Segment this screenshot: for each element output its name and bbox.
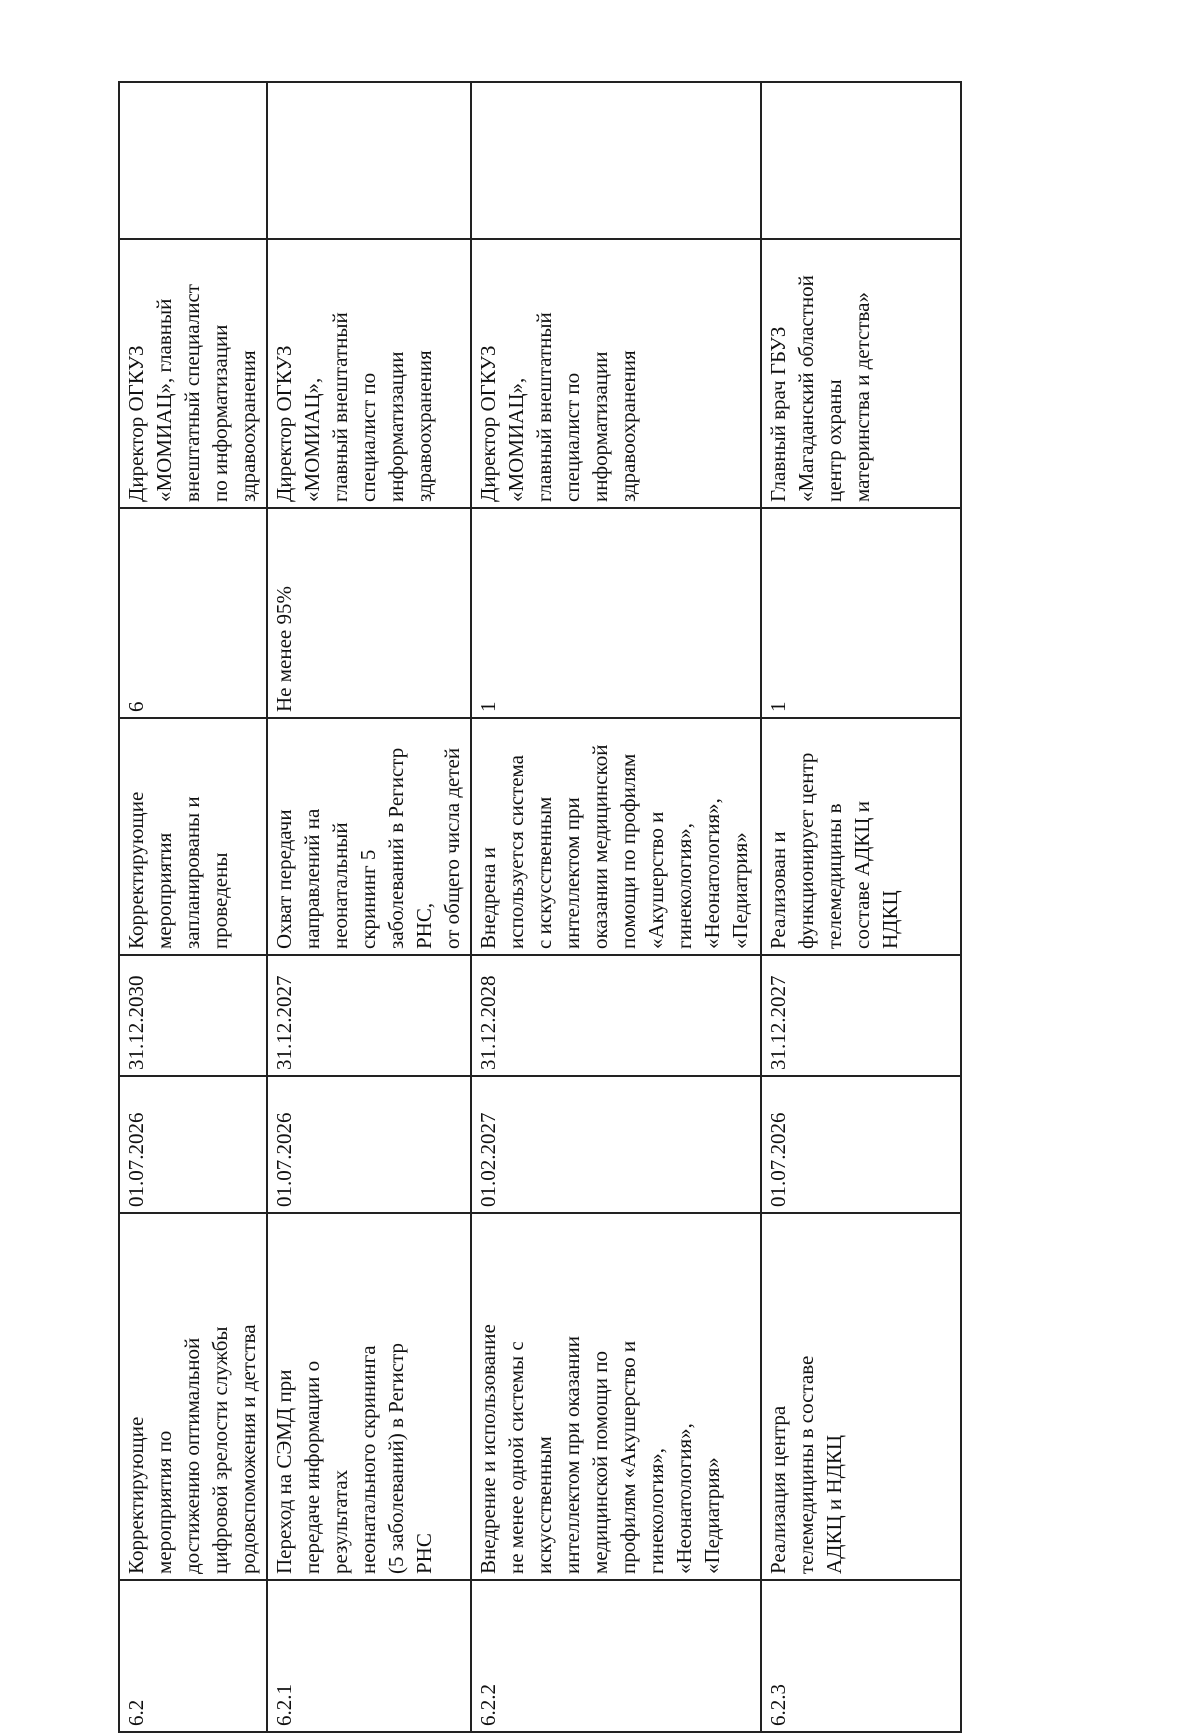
responsible-cell: Директор ОГКУЗ «МОМИАЦ», главный внештатный специалист по информатизации здравоохранения <box>267 239 471 508</box>
start-date-cell: 01.07.2026 <box>267 1076 471 1213</box>
empty-cell <box>267 82 471 239</box>
result-cell: Реализован и функционирует центр телемедицины в составе АДКЦ и НДКЦ <box>761 718 961 955</box>
target-value-cell: 1 <box>761 508 961 718</box>
start-date-cell: 01.07.2026 <box>119 1076 267 1213</box>
responsible-cell: Главный врач ГБУЗ «Магаданский областной центр охраны материнства и детства» <box>761 239 961 508</box>
table-row <box>471 82 761 1732</box>
activity-name-cell: Реализация центра телемедицины в составе АДКЦ и НДКЦ <box>761 1213 961 1580</box>
end-date-cell: 31.12.2030 <box>119 955 267 1076</box>
start-date-cell: 01.02.2027 <box>471 1076 761 1213</box>
target-value-cell: Не менее 95% <box>267 508 471 718</box>
responsible-cell: Директор ОГКУЗ «МОМИАЦ», главный внештатный специалист по информатизации здравоохранения <box>119 239 267 508</box>
activity-name-cell: Корректирующие мероприятия по достижению оптимальной цифровой зрелости службы родовспоможения и детства <box>119 1213 267 1580</box>
start-date-cell: 01.07.2026 <box>761 1076 961 1213</box>
rotated-document-page <box>118 83 936 1733</box>
end-date-cell: 31.12.2027 <box>267 955 471 1076</box>
result-cell: Охват передачи направлений на неонатальный скрининг 5 заболеваний в Регистр РНС, от общего числа детей <box>267 718 471 955</box>
row-number-cell: 6.2.1 <box>267 1580 471 1732</box>
row-number-cell: 6.2 <box>119 1580 267 1732</box>
activity-name-cell: Переход на СЭМД при передаче информации о результатах неонатального скрининга (5 заболеваний) в Регистр РНС <box>267 1213 471 1580</box>
target-value-cell: 1 <box>471 508 761 718</box>
end-date-cell: 31.12.2028 <box>471 955 761 1076</box>
end-date-cell: 31.12.2027 <box>761 955 961 1076</box>
result-cell: Внедрена и используется система с искусственным интеллектом при оказании медицинской помощи по профилям «Акушерство и гинекология», «Неонатология», «Педиатрия» <box>471 718 761 955</box>
activity-name-cell: Внедрение и использование не менее одной системы с искусственным интеллектом при оказании медицинской помощи по профилям «Акушерство и гинекология», «Неонатология», «Педиатрия» <box>471 1213 761 1580</box>
responsible-cell: Директор ОГКУЗ «МОМИАЦ», главный внештатный специалист по информатизации здравоохранения <box>471 239 761 508</box>
plan-table <box>118 81 962 1733</box>
result-cell: Корректирующие мероприятия запланированы и проведены <box>119 718 267 955</box>
empty-cell <box>119 82 267 239</box>
table-row <box>761 82 961 1732</box>
table-row <box>267 82 471 1732</box>
row-number-cell: 6.2.3 <box>761 1580 961 1732</box>
target-value-cell: 6 <box>119 508 267 718</box>
row-number-cell: 6.2.2 <box>471 1580 761 1732</box>
empty-cell <box>761 82 961 239</box>
empty-cell <box>471 82 761 239</box>
table-row <box>119 82 267 1732</box>
